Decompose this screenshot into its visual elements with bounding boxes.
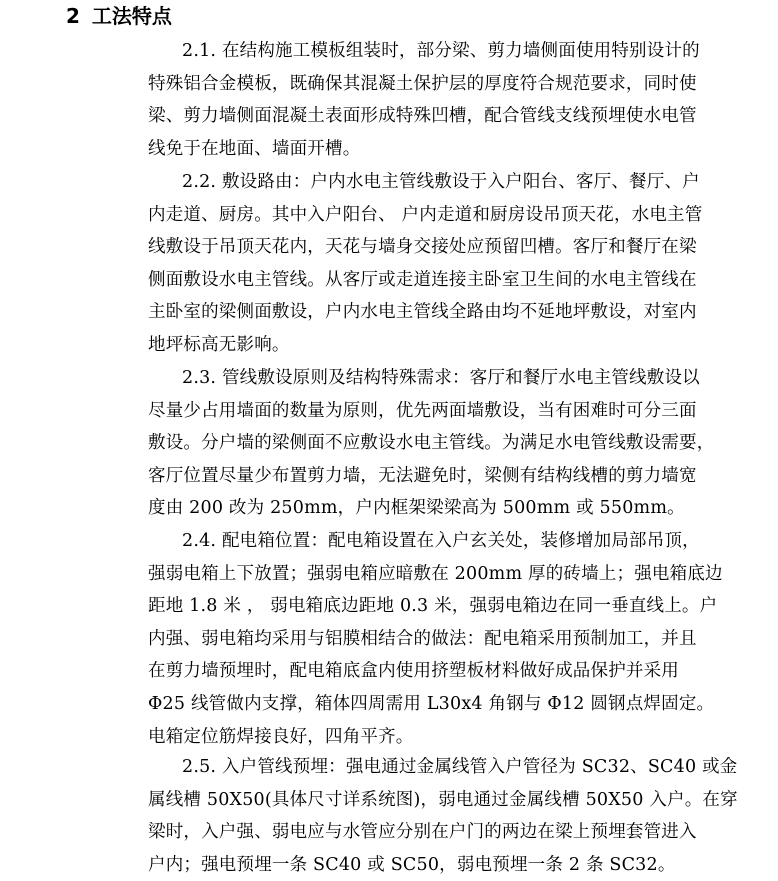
text-line: 地坪标高无影响。 — [148, 334, 290, 355]
paragraph-2-2 — [148, 166, 728, 362]
text-line: 内强、弱电箱均采用与铝膜相结合的做法：配电箱采用预制加工，并且 — [148, 628, 697, 649]
paragraph-2-1 — [148, 35, 728, 165]
text-line: 2.2. 敷设路由：户内水电主管线敷设于入户阳台、客厅、餐厅、户 — [182, 172, 700, 192]
section-heading — [66, 2, 172, 30]
text-line: 梁、剪力墙侧面混凝土表面形成特殊凹槽，配合管线支线预埋使水电管 — [148, 106, 697, 127]
paragraph-2-4 — [148, 525, 728, 753]
section-number: 2 — [66, 4, 80, 28]
text-line: 强弱电箱上下放置；强弱电箱应暗敷在 200mm 厚的砖墙上；强电箱底边 — [148, 563, 723, 584]
text-line: 2.1. 在结构施工模板组装时，部分梁、剪力墙侧面使用特别设计的 — [182, 41, 700, 61]
text-line: 在剪力墙预埋时，配电箱底盒内使用挤塑板材料做好成品保护并采用 — [148, 661, 679, 682]
text-line: 属线槽 50X50(具体尺寸详系统图)，弱电通过金属线槽 50X50 入户。在穿 — [148, 789, 738, 810]
text-line: 梁时，入户强、弱电应与水管应分别在户门的两边在梁上预埋套管进入 — [148, 822, 697, 843]
text-line: 尽量少占用墙面的数量为原则，优先两面墙敷设，当有困难时可分三面 — [148, 400, 697, 421]
text-line: 线敷设于吊顶天花内，天花与墙身交接处应预留凹槽。客厅和餐厅在梁 — [148, 237, 697, 258]
text-line: 度由 200 改为 250mm，户内框架梁梁高为 500mm 或 550mm。 — [148, 498, 685, 519]
text-line: 侧面敷设水电主管线。从客厅或走道连接主卧室卫生间的水电主管线在 — [148, 269, 697, 290]
text-line: 线免于在地面、墙面开槽。 — [148, 138, 361, 159]
text-line: 内走道、厨房。其中入户阳台、 户内走道和厨房设吊顶天花，水电主管 — [148, 204, 703, 225]
text-line: 2.5. 入户管线预埋：强电通过金属线管入户管径为 SC32、SC40 或金 — [182, 757, 738, 777]
text-line: 2.3. 管线敷设原则及结构特殊需求：客厅和餐厅水电主管线敷设以 — [182, 368, 700, 388]
text-line: 电箱定位筋焊接良好，四角平齐。 — [148, 726, 414, 747]
text-line: 2.4. 配电箱位置：配电箱设置在入户玄关处，装修增加局部吊顶， — [182, 531, 700, 551]
text-line: 主卧室的梁侧面敷设，户内水电主管线全路由均不延地坪敷设，对室内 — [148, 302, 697, 323]
text-line: Φ25 线管做内支撑，箱体四周需用 L30x4 角钢与 Φ12 圆钢点焊固定。 — [148, 693, 715, 714]
paragraph-2-3 — [148, 362, 728, 525]
section-title: 工法特点 — [91, 4, 172, 28]
text-line: 距地 1.8 米 ， 弱电箱底边距地 0.3 米，强弱电箱边在同一垂直线上。户 — [148, 596, 718, 617]
paragraph-2-5 — [148, 751, 738, 881]
text-line: 户内；强电预埋一条 SC40 或 SC50，弱电预埋一条 2 条 SC32。 — [148, 854, 676, 875]
text-line: 特殊铝合金模板，既确保其混凝土保护层的厚度符合规范要求，同时使 — [148, 73, 697, 94]
text-line: 客厅位置尽量少布置剪力墙，无法避免时，梁侧有结构线槽的剪力墙宽 — [148, 465, 697, 486]
text-line: 敷设。分户墙的梁侧面不应敷设水电主管线。为满足水电管线敷设需要， — [148, 433, 715, 454]
